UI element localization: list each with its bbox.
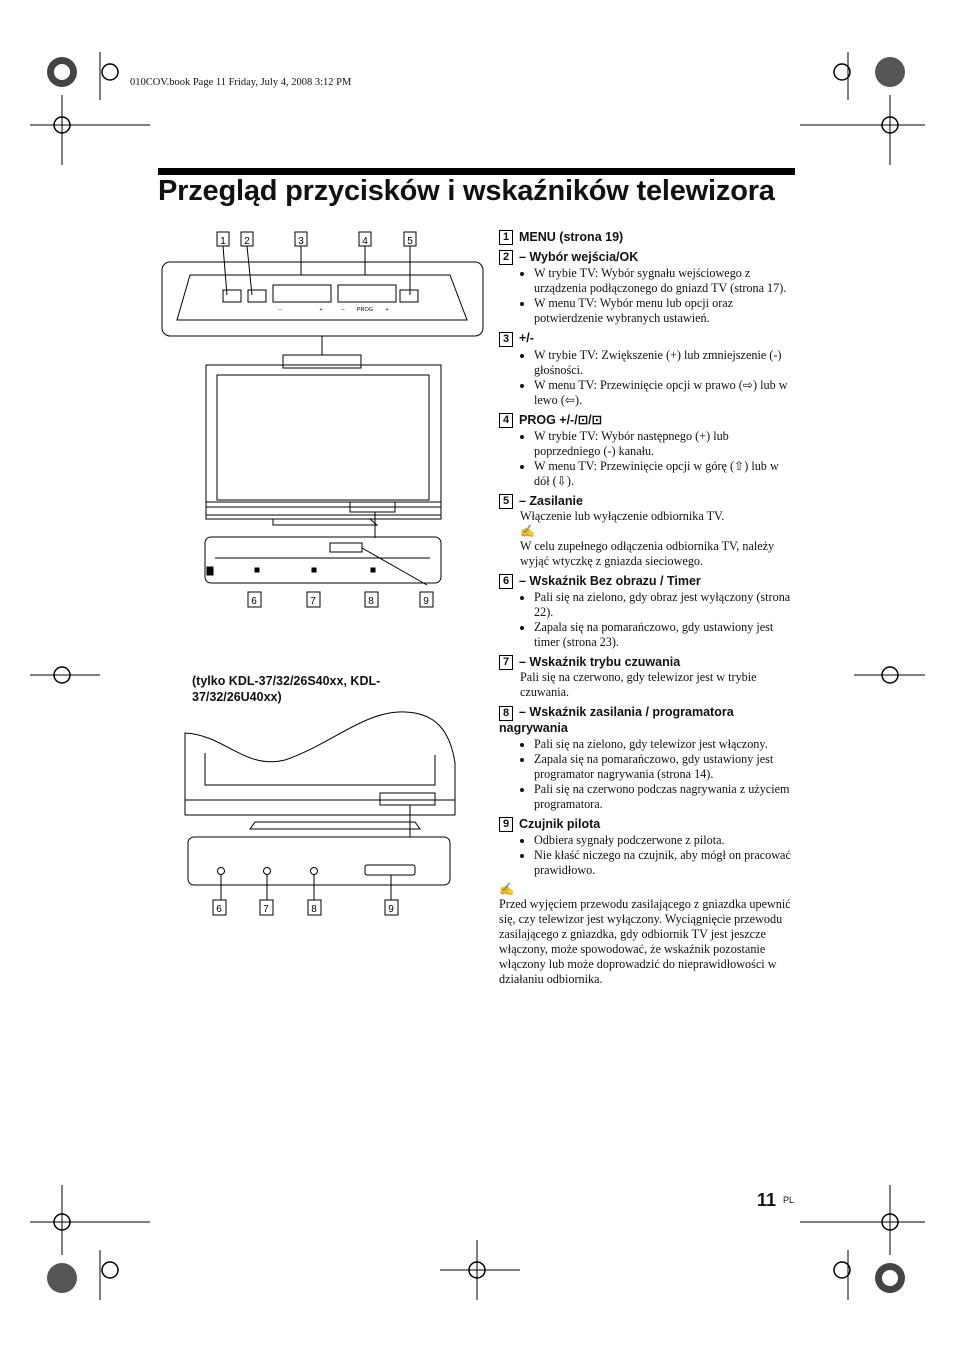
prog-minus-label: – [341,307,345,313]
section-6-list: • Pali się na zielono, gdy obraz jest wyłączony (strona 22). • Zapala się na pomarańczowo, gdy ustawiony jest timer (strona 23). [499,590,797,650]
tv-controls-diagram [155,225,490,925]
section-4-heading: 4 PROG +/-/⊡/⊡ [499,413,797,428]
callout-4: 4 [362,236,368,247]
page-language: PL [783,1195,795,1205]
section-5-text: Włączenie lub wyłączenie odbiornika TV. [520,509,725,524]
model-caption: (tylko KDL-37/32/26S40xx, KDL-37/32/26U40xx) [192,674,381,704]
section-2-list: • W trybie TV: Wybór sygnału wejściowego z urządzenia podłączonego do gniazd TV (strona 17). • W menu TV: Wybór menu lub opcji oraz potwierdzenie wybranych ustawień. [499,266,797,326]
callout-9-bottom: 9 [388,904,394,915]
section-1-heading: 1 MENU (strona 19) [499,230,797,245]
callout-8-bottom: 8 [311,904,317,915]
section-6-heading: 6 – Wskaźnik Bez obrazu / Timer [499,574,797,589]
callout-8-mid: 8 [368,596,374,607]
callout-9-mid: 9 [423,596,429,607]
callout-5: 5 [407,236,413,247]
descriptions-column [499,230,797,987]
section-9-list: • Odbiera sygnały podczerwone z pilota. • Nie kłaść niczego na czujnik, aby mógł on pracować prawidłowo. [499,833,797,878]
section-4-list: • W trybie TV: Wybór następnego (+) lub poprzedniego (-) kanału. • W menu TV: Przewinięcie opcji w górę (⇧) lub w dół (⇩). [499,429,797,489]
callout-2: 2 [244,236,250,247]
section-8-heading: 8 – Wskaźnik zasilania / programatora nagrywania [499,705,734,735]
section-5-heading: 5 – Zasilanie [499,494,797,509]
callout-row-mid [248,592,433,607]
section-9-heading: 9 Czujnik pilota [499,817,797,832]
callout-6-bottom: 6 [216,904,222,915]
note-icon: ✍ [520,524,535,539]
section-5-note: W celu zupełnego odłączenia odbiornika TV, należy wyjąć wtyczkę z gniazda sieciowego. [520,539,775,569]
prog-plus-label: + [385,307,389,313]
section-7-text: Pali się na czerwono, gdy telewizor jest w trybie czuwania. [520,670,757,700]
book-info-header: 010COV.book Page 11 Friday, July 4, 2008 3:12 PM [130,77,352,88]
callout-3: 3 [298,236,304,247]
callout-1: 1 [220,236,226,247]
title-rule [158,168,795,175]
section-3-list: • W trybie TV: Zwiększenie (+) lub zmniejszenie (-) głośności. • W menu TV: Przewinięcie opcji w prawo (⇨) lub w lewo (⇦). [499,348,797,408]
section-7-heading: 7 – Wskaźnik trybu czuwania [499,655,797,670]
section-3-heading: 3 +/- [499,331,797,346]
section-8-list: • Pali się na zielono, gdy telewizor jest włączony. • Zapala się na pomarańczowo, gdy ustawiony jest programator nagrywania (strona 14). • Pali się na czerwono podczas nagrywania z użyciem programatora. [499,737,797,812]
vol-minus-label: – [278,307,282,313]
vol-plus-label: + [319,307,323,313]
page-title: Przegląd przycisków i wskaźników telewizora [158,175,775,207]
callout-row-bottom [213,900,398,915]
final-note: Przed wyjęciem przewodu zasilającego z gniazdka upewnić się, czy telewizor jest wyłączony. Wyciągnięcie przewodu zasilającego z gniazdka, gdy odbiornik TV jest jeszcze włączony, może spowodować, że wskaźnik pozostanie włączony lub może doprowadzić do nieprawidłowości w działaniu odbiornika. [499,897,791,987]
page-number: 11 [757,1190,777,1210]
callout-7-mid: 7 [310,596,316,607]
callout-6-mid: 6 [251,596,257,607]
callout-7-bottom: 7 [263,904,269,915]
final-note-icon: ✍ [499,882,515,897]
section-2-heading: 2 – Wybór wejścia/OK [499,250,797,265]
prog-label: PROG [356,307,374,313]
